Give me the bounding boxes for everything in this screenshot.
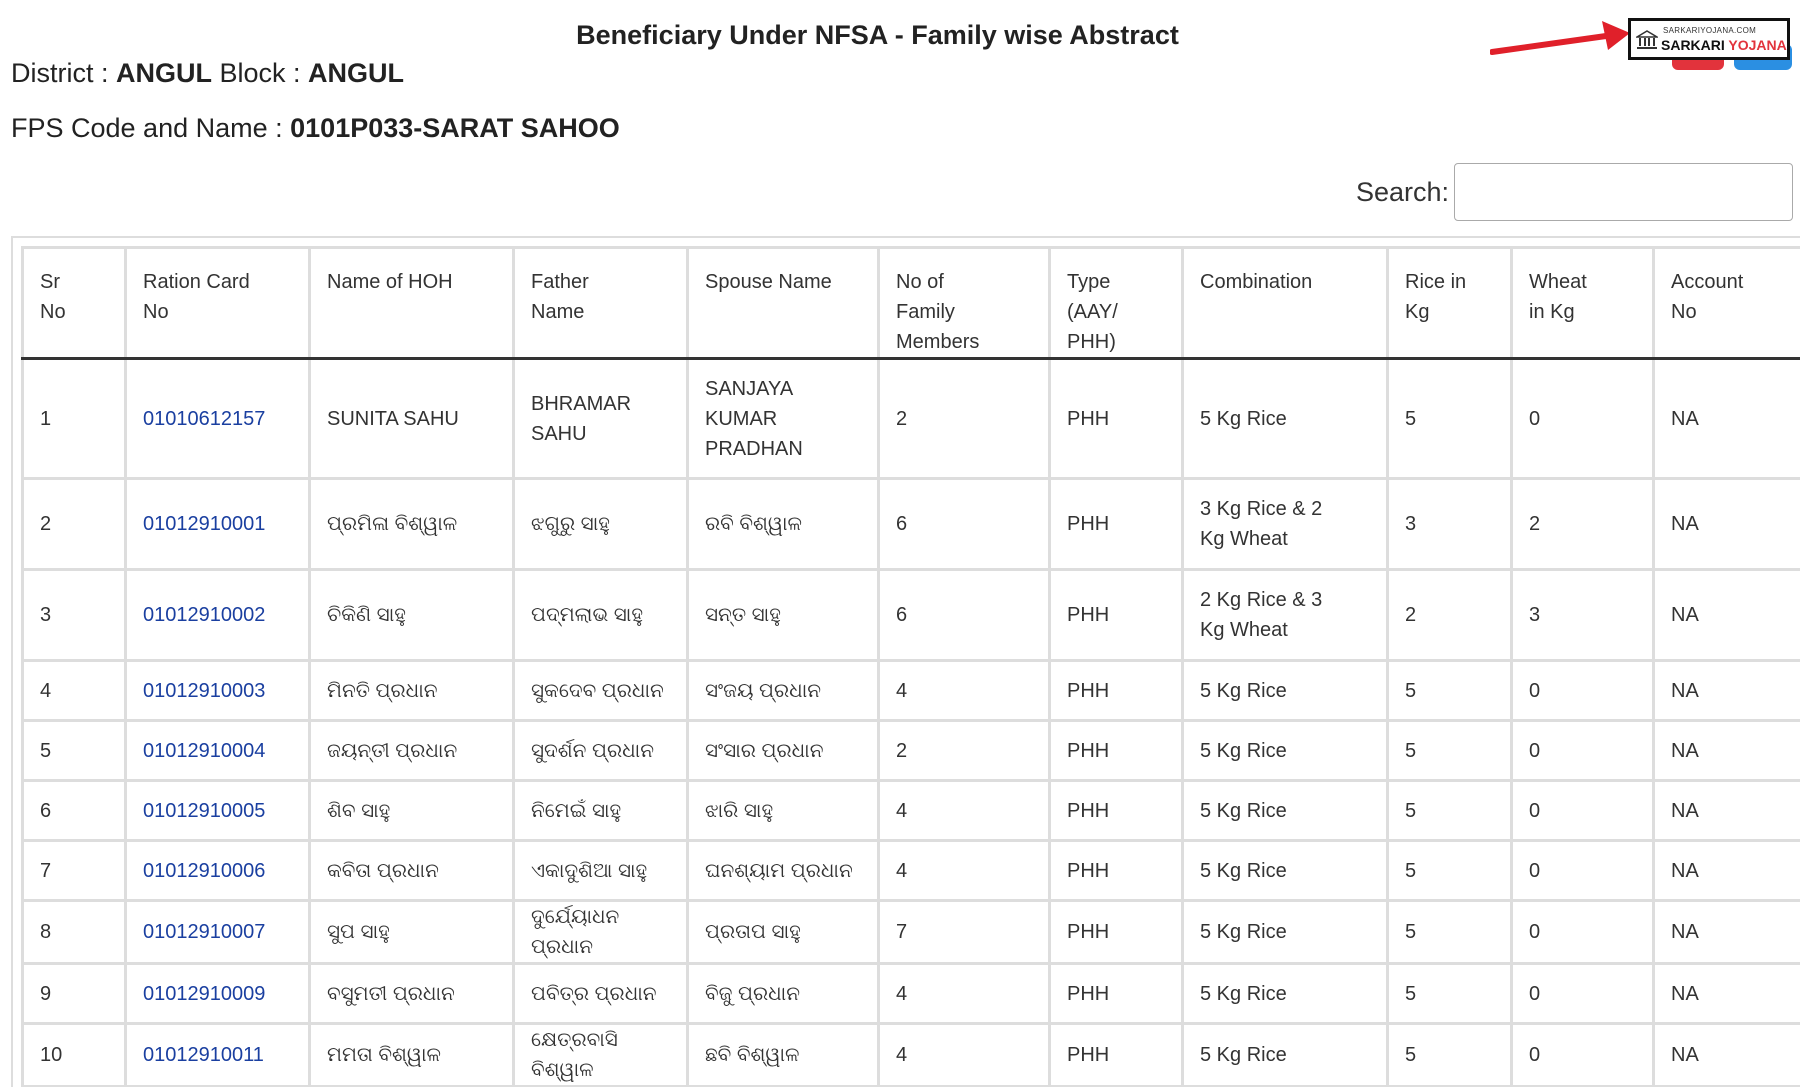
ration-card-link[interactable]: 01012910001 [143,513,266,535]
rice-kg-cell-text: 5 [1405,982,1417,1005]
hoh-name-cell-text: ପ୍ରମିଳା ବିଶ୍ୱାଳ [327,513,458,535]
col-header-family-members[interactable] [879,248,1050,359]
family-members-cell [879,901,1050,964]
hoh-name-cell [310,781,514,841]
col-header-rice-in-kg[interactable] [1388,248,1512,359]
father-name-cell-text: ସୁକଦେବ ପ୍ରଧାନ [531,679,664,702]
rice-kg-cell-text: 5 [1405,407,1417,430]
combination-cell [1183,661,1388,721]
sr-no-cell [23,570,126,661]
wheat-kg-cell-text: 0 [1529,859,1541,882]
account-no-cell-text: NA [1671,799,1699,822]
rice-kg-cell [1388,479,1512,570]
hoh-name-cell [310,570,514,661]
table-container [11,236,1800,1087]
wheat-kg-cell-text: 0 [1529,799,1541,822]
spouse-name-cell-text: ଘନଶ୍ୟାମ ପ୍ରଧାନ [705,859,853,882]
spouse-name-cell [688,1024,879,1087]
family-members-cell-text: 6 [896,513,908,535]
sr-no-cell-text: 3 [40,604,52,626]
type-cell [1050,570,1183,661]
sr-no-cell-text: 4 [40,679,52,702]
ration-card-link[interactable]: 01012910009 [143,982,266,1005]
wheat-kg-cell [1512,721,1654,781]
type-cell-text: PHH [1067,604,1110,626]
family-members-cell-text: 4 [896,679,908,702]
table-header-row [23,248,1800,359]
ration-card-cell [126,661,310,721]
sr-no-cell [23,661,126,721]
type-cell [1050,721,1183,781]
spouse-name-cell-text: ସନ୍ତ ସାହୁ [705,604,781,626]
account-no-cell-text: NA [1671,982,1699,1005]
type-cell [1050,781,1183,841]
wheat-kg-cell-text: 0 [1529,739,1541,762]
combination-cell-text: 5 Kg Rice [1200,679,1287,702]
ration-card-cell [126,781,310,841]
table-row [23,359,1800,479]
spouse-name-cell-text: ଝାରି ସାହୁ [705,799,774,822]
account-no-cell-text: NA [1671,407,1699,430]
fps-label: FPS Code and Name : [11,113,291,143]
sr-no-cell [23,901,126,964]
account-no-cell-text: NA [1671,921,1699,943]
sr-no-cell [23,781,126,841]
rice-kg-cell-text: 5 [1405,921,1417,943]
family-members-cell [879,570,1050,661]
sr-no-cell-text: 1 [40,407,52,430]
sr-no-cell [23,479,126,570]
combination-cell [1183,721,1388,781]
father-name-cell-text: BHRAMAR SAHU [531,392,632,445]
building-icon [1636,30,1658,50]
hoh-name-cell-text: ବସୁମତୀ ପ୍ରଧାନ [327,982,455,1005]
spouse-name-cell [688,841,879,901]
wheat-kg-cell-text: 0 [1529,407,1541,430]
family-members-cell [879,964,1050,1024]
father-name-cell [514,661,688,721]
family-members-cell-text: 6 [896,604,908,626]
account-no-cell-text: NA [1671,604,1699,626]
ration-card-link[interactable]: 01012910006 [143,859,266,882]
rice-kg-cell-text: 2 [1405,604,1417,626]
type-cell-text: PHH [1067,859,1110,882]
father-name-cell-text: ପଦ୍ମଲାଭ ସାହୁ [531,604,643,626]
spouse-name-cell-text: ଛବି ବିଶ୍ୱାଳ [705,1044,800,1066]
logo-brand [1661,37,1787,53]
search-input[interactable] [1454,163,1793,221]
wheat-kg-cell-text: 3 [1529,604,1541,626]
family-members-cell-text: 4 [896,859,908,882]
father-name-cell [514,479,688,570]
spouse-name-cell [688,359,879,479]
rice-kg-cell [1388,781,1512,841]
header-text: Account No [1671,271,1744,323]
ration-card-link[interactable]: 01012910004 [143,739,266,762]
header-text: Rice in Kg [1405,271,1467,323]
wheat-kg-cell [1512,841,1654,901]
rice-kg-cell [1388,570,1512,661]
spouse-name-cell [688,661,879,721]
block-value: ANGUL [308,58,405,88]
sarkari-yojana-logo [1628,18,1790,60]
father-name-cell [514,781,688,841]
type-cell-text: PHH [1067,679,1110,702]
col-header-combination[interactable] [1183,248,1388,359]
combination-cell [1183,964,1388,1024]
wheat-kg-cell [1512,781,1654,841]
wheat-kg-cell [1512,359,1654,479]
combination-cell-text: 2 Kg Rice & 3 Kg Wheat [1200,589,1323,641]
spouse-name-cell [688,721,879,781]
combination-cell-text: 5 Kg Rice [1200,799,1287,822]
family-members-cell-text: 4 [896,982,908,1005]
combination-cell [1183,1024,1388,1087]
type-cell-text: PHH [1067,739,1110,762]
combination-cell [1183,781,1388,841]
rice-kg-cell [1388,721,1512,781]
rice-kg-cell [1388,359,1512,479]
account-no-cell-text: NA [1671,679,1699,702]
table-row [23,901,1800,964]
spouse-name-cell-text: ବିଜୁ ପ୍ରଧାନ [705,982,801,1005]
family-members-cell-text: 2 [896,407,908,430]
family-members-cell-text: 4 [896,799,908,822]
father-name-cell [514,721,688,781]
sr-no-cell-text: 2 [40,513,52,535]
account-no-cell-text: NA [1671,859,1699,882]
type-cell [1050,359,1183,479]
wheat-kg-cell-text: 0 [1529,921,1541,943]
sr-no-cell-text: 5 [40,739,52,762]
wheat-kg-cell [1512,661,1654,721]
type-cell-text: PHH [1067,407,1110,430]
header-text: Type (AAY/ PHH) [1067,271,1118,353]
wheat-kg-cell-text: 0 [1529,679,1541,702]
logo-brand-accent: YOJANA [1728,37,1787,53]
father-name-cell [514,570,688,661]
combination-cell-text: 5 Kg Rice [1200,1044,1287,1066]
col-header-wheat-in-kg[interactable] [1512,248,1654,359]
combination-cell [1183,359,1388,479]
header-text: Name of HOH [327,271,453,293]
logo-brand-main: SARKARI [1661,37,1729,53]
beneficiary-table [21,246,1800,1087]
ration-card-cell [126,901,310,964]
spouse-name-cell-text: ରବି ବିଶ୍ୱାଳ [705,513,802,535]
rice-kg-cell-text: 5 [1405,679,1417,702]
header-text: Spouse Name [705,271,832,293]
ration-card-cell [126,964,310,1024]
header-text: Wheat in Kg [1529,271,1587,323]
table-body [23,359,1800,1087]
combination-cell-text: 5 Kg Rice [1200,407,1287,430]
rice-kg-cell-text: 5 [1405,799,1417,822]
table-row [23,721,1800,781]
father-name-cell [514,901,688,964]
family-members-cell [879,841,1050,901]
ration-card-cell [126,479,310,570]
logo-site-text: SARKARIYOJANA.COM [1663,26,1757,35]
header-text: Combination [1200,271,1313,293]
family-members-cell [879,781,1050,841]
father-name-cell [514,964,688,1024]
type-cell-text: PHH [1067,921,1110,943]
father-name-cell-text: ଦୁର୍ଯ୍ୟୋଧନ ପ୍ରଧାନ [531,906,620,958]
table-row [23,1024,1800,1087]
rice-kg-cell-text: 3 [1405,513,1417,535]
district-block-line [11,58,404,89]
hoh-name-cell [310,964,514,1024]
red-arrow-icon [1490,10,1640,60]
rice-kg-cell-text: 5 [1405,1044,1417,1066]
hoh-name-cell-text: ସୁପ ସାହୁ [327,921,390,943]
hoh-name-cell [310,359,514,479]
ration-card-link[interactable]: 01012910002 [143,604,266,626]
hoh-name-cell-text: ମମତା ବିଶ୍ୱାଳ [327,1044,441,1066]
account-no-cell [1654,721,1800,781]
combination-cell-text: 5 Kg Rice [1200,859,1287,882]
ration-card-link[interactable]: 01012910007 [143,921,266,943]
combination-cell [1183,901,1388,964]
family-members-cell [879,359,1050,479]
hoh-name-cell-text: ଚିକିଣି ସାହୁ [327,604,406,626]
hoh-name-cell [310,841,514,901]
ration-card-link[interactable]: 01012910011 [143,1044,264,1066]
type-cell [1050,479,1183,570]
father-name-cell [514,359,688,479]
spouse-name-cell [688,964,879,1024]
combination-cell-text: 3 Kg Rice & 2 Kg Wheat [1200,498,1323,550]
rice-kg-cell [1388,841,1512,901]
spouse-name-cell [688,570,879,661]
account-no-cell-text: NA [1671,1044,1699,1066]
account-no-cell [1654,901,1800,964]
ration-card-cell [126,721,310,781]
father-name-cell-text: ପବିତ୍ର ପ୍ରଧାନ [531,982,657,1005]
table-row [23,781,1800,841]
type-cell [1050,661,1183,721]
district-label: District : [11,58,116,88]
ration-card-link[interactable]: 01010612157 [143,407,266,430]
combination-cell-text: 5 Kg Rice [1200,982,1287,1005]
ration-card-link[interactable]: 01012910003 [143,679,266,702]
search-label: Search: [1356,177,1450,207]
account-no-cell [1654,359,1800,479]
type-cell [1050,841,1183,901]
header-text: No of Family Members [896,271,980,353]
wheat-kg-cell [1512,1024,1654,1087]
rice-kg-cell [1388,964,1512,1024]
spouse-name-cell [688,781,879,841]
wheat-kg-cell [1512,479,1654,570]
sr-no-cell-text: 9 [40,982,52,1005]
type-cell [1050,901,1183,964]
sr-no-cell [23,1024,126,1087]
ration-card-cell [126,841,310,901]
family-members-cell [879,1024,1050,1087]
account-no-cell [1654,781,1800,841]
father-name-cell [514,841,688,901]
hoh-name-cell [310,721,514,781]
type-cell [1050,1024,1183,1087]
account-no-cell [1654,661,1800,721]
wheat-kg-cell [1512,901,1654,964]
account-no-cell [1654,841,1800,901]
rice-kg-cell-text: 5 [1405,859,1417,882]
wheat-kg-cell-text: 0 [1529,982,1541,1005]
family-members-cell [879,661,1050,721]
table-row [23,661,1800,721]
type-cell-text: PHH [1067,982,1110,1005]
hoh-name-cell-text: ଶିବ ସାହୁ [327,799,391,822]
account-no-cell-text: NA [1671,513,1699,535]
hoh-name-cell-text: SUNITA SAHU [327,407,459,430]
spouse-name-cell-text: SANJAYA KUMAR PRADHAN [705,377,803,460]
col-header-type[interactable] [1050,248,1183,359]
combination-cell [1183,841,1388,901]
account-no-cell [1654,1024,1800,1087]
ration-card-cell [126,1024,310,1087]
spouse-name-cell-text: ସଂସାର ପ୍ରଧାନ [705,739,824,762]
father-name-cell [514,1024,688,1087]
wheat-kg-cell-text: 2 [1529,513,1541,535]
col-header-name-of-hoh[interactable] [310,248,514,359]
sr-no-cell-text: 6 [40,799,52,822]
wheat-kg-cell-text: 0 [1529,1044,1541,1066]
hoh-name-cell [310,1024,514,1087]
family-members-cell-text: 2 [896,739,908,762]
combination-cell-text: 5 Kg Rice [1200,739,1287,762]
ration-card-cell [126,570,310,661]
rice-kg-cell [1388,661,1512,721]
table-row [23,479,1800,570]
page-title: Beneficiary Under NFSA - Family wise Abstract [576,20,1179,50]
spouse-name-cell-text: ପ୍ରତାପ ସାହୁ [705,921,801,943]
table-row [23,841,1800,901]
type-cell-text: PHH [1067,799,1110,822]
fps-value: 0101P033-SARAT SAHOO [290,113,620,143]
col-header-spouse-name[interactable] [688,248,879,359]
account-no-cell-text: NA [1671,739,1699,762]
header-text: Ration Card No [143,271,250,323]
fps-line [11,113,620,144]
father-name-cell-text: ଏକାଦୁଶିଆ ସାହୁ [531,859,648,882]
type-cell-text: PHH [1067,513,1110,535]
sr-no-cell [23,964,126,1024]
combination-cell [1183,570,1388,661]
table-row [23,964,1800,1024]
col-header-account-no[interactable] [1654,248,1800,359]
combination-cell-text: 5 Kg Rice [1200,921,1287,943]
ration-card-cell [126,359,310,479]
hoh-name-cell [310,901,514,964]
spouse-name-cell [688,901,879,964]
block-label: Block : [212,58,309,88]
hoh-name-cell [310,479,514,570]
sr-no-cell-text: 7 [40,859,52,882]
sr-no-cell [23,841,126,901]
hoh-name-cell [310,661,514,721]
table-row [23,570,1800,661]
col-header-father-name[interactable] [514,248,688,359]
rice-kg-cell-text: 5 [1405,739,1417,762]
header-text: Father Name [531,271,589,323]
father-name-cell-text: ଝଗୁରୁ ସାହୁ [531,513,610,535]
family-members-cell-text: 4 [896,1044,908,1066]
rice-kg-cell [1388,1024,1512,1087]
district-value: ANGUL [116,58,212,88]
father-name-cell-text: କ୍ଷେତ୍ରବାସି ବିଶ୍ୱାଳ [531,1029,618,1081]
combination-cell [1183,479,1388,570]
hoh-name-cell-text: କବିତା ପ୍ରଧାନ [327,859,439,882]
family-members-cell-text: 7 [896,921,908,943]
sr-no-cell [23,721,126,781]
account-no-cell [1654,570,1800,661]
hoh-name-cell-text: ମିନତି ପ୍ରଧାନ [327,679,438,702]
family-members-cell [879,721,1050,781]
family-members-cell [879,479,1050,570]
father-name-cell-text: ସୁଦର୍ଶନ ପ୍ରଧାନ [531,739,655,762]
watermark-logo-area [1490,10,1796,72]
ration-card-link[interactable]: 01012910005 [143,799,266,822]
sr-no-cell-text: 8 [40,921,52,943]
sr-no-cell-text: 10 [40,1044,63,1066]
account-no-cell [1654,479,1800,570]
col-header-sr-no[interactable] [23,248,126,359]
wheat-kg-cell [1512,964,1654,1024]
header-text: Sr No [40,271,66,323]
wheat-kg-cell [1512,570,1654,661]
spouse-name-cell [688,479,879,570]
father-name-cell-text: ନିମେଇଁ ସାହୁ [531,799,622,822]
account-no-cell [1654,964,1800,1024]
type-cell [1050,964,1183,1024]
type-cell-text: PHH [1067,1044,1110,1066]
rice-kg-cell [1388,901,1512,964]
spouse-name-cell-text: ସଂଜୟ ପ୍ରଧାନ [705,679,822,702]
col-header-ration-card-no[interactable] [126,248,310,359]
hoh-name-cell-text: ଜୟନ୍ତୀ ପ୍ରଧାନ [327,739,458,762]
sr-no-cell [23,359,126,479]
